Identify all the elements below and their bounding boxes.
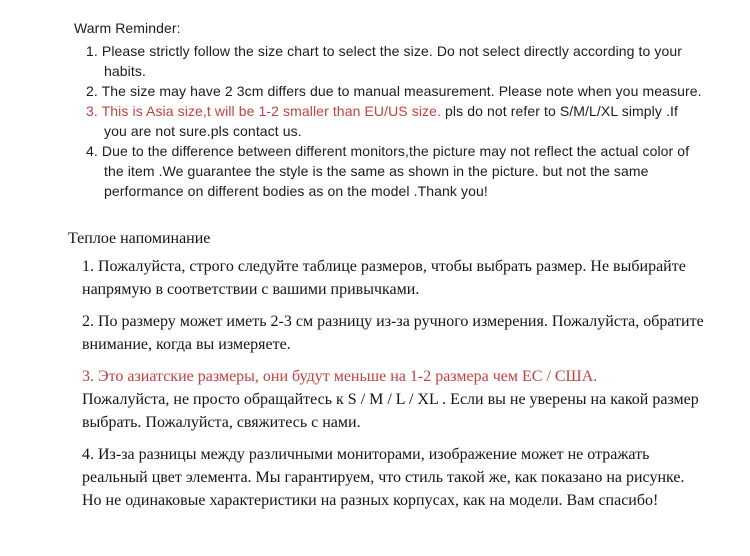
english-section (68, 18, 702, 201)
english-item-4 (86, 141, 704, 201)
item-text-highlighted: This is Asia size,t will be 1-2 smaller than EU/US size. (101, 103, 442, 119)
item-text: pls do not refer to S/M/L/XL simply .If you are not sure.pls contact us. (104, 103, 678, 139)
russian-title: Теплое напоминание (68, 230, 211, 247)
item-text: Пожалуйста, не просто обращайтесь к S / M / L / XL . Если вы не уверены на какой размер выбрать. Пожалуйста, свяжитесь с нами. (82, 391, 699, 431)
item-text: The size may have 2 3cm differs due to manual measurement. Please note when you measure. (101, 83, 702, 99)
item-number: 3. (86, 103, 98, 119)
item-number: 1. (86, 43, 98, 59)
item-text: 1. Пожалуйста, строго следуйте таблице размеров, чтобы выбрать размер. Не выбирайте напрямую в соответствии с вашими привычками. (82, 258, 686, 298)
english-item-3 (86, 101, 704, 141)
english-item-2 (86, 81, 704, 101)
item-text: Due to the difference between different monitors,the picture may not reflect the actual color of the item .We guarantee the style is the same as shown in the picture. but not the same performance on different bodies as on the model .Thank you! (101, 143, 690, 199)
item-text-highlighted: 3. Это азиатские размеры, они будут меньше на 1-2 размера чем ЕС / США. (82, 368, 598, 385)
russian-section (68, 227, 702, 512)
russian-item-3 (82, 365, 704, 434)
item-text: Please strictly follow the size chart to select the size. Do not select directly according to your habits. (101, 43, 683, 79)
item-number: 2. (86, 83, 98, 99)
item-text: 2. По размеру может иметь 2-3 см разницу из-за ручного измерения. Пожалуйста, обратите внимание, когда вы измеряете. (82, 313, 704, 353)
english-title: Warm Reminder: (74, 20, 181, 36)
item-text: 4. Из-за разницы между различными мониторами, изображение может не отражать реальный цвет элемента. Мы гарантируем, что стиль такой же, как показано на рисунке. Но не одинаковые характеристики на разных корпусах, как на модели. Вам спасибо! (82, 446, 685, 509)
russian-item-2 (82, 310, 704, 356)
item-number: 4. (86, 143, 98, 159)
english-item-1 (86, 41, 704, 81)
russian-item-4 (82, 443, 704, 512)
russian-item-1 (82, 255, 704, 301)
